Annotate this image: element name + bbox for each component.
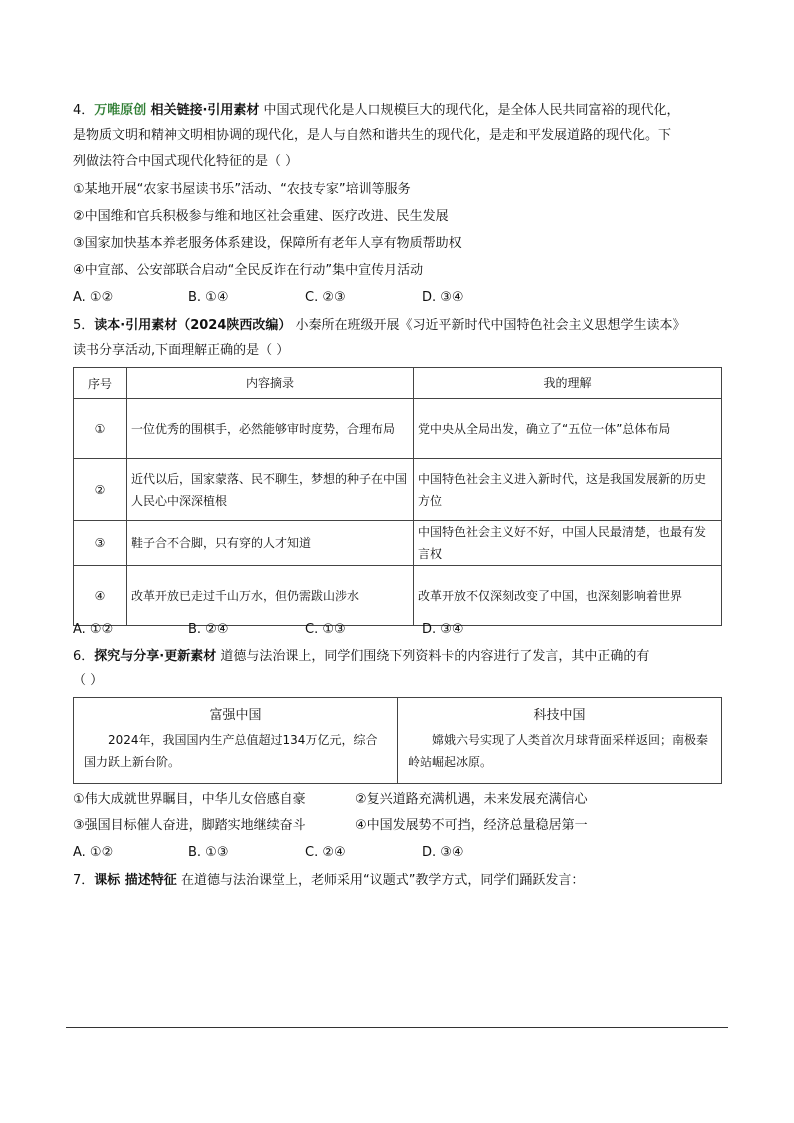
q6-item-1: ①伟大成就世界瞩目，中华儿女倍感自豪 <box>73 792 306 807</box>
q4-stem-2: 是物质文明和精神文明相协调的现代化，是人与自然和谐共生的现代化，是走和平发展道路的现代化。下 <box>73 128 672 143</box>
q7-stem: 在道德与法治课堂上，老师采用“议题式”教学方式，同学们踊跃发言： <box>180 873 585 888</box>
q6-item-2: ②复兴道路充满机遇，未来发展充满信心 <box>355 792 588 807</box>
q5-number: 5． <box>73 318 95 333</box>
q6-number: 6． <box>73 649 95 664</box>
q6-option-b[interactable]: B. ①③ <box>188 845 229 860</box>
q6-line1 <box>73 648 649 666</box>
q4-option-a[interactable]: A. ①② <box>73 290 114 305</box>
q4-number: 4． <box>73 103 95 118</box>
q6-card-1 <box>74 698 398 784</box>
q4-option-d[interactable]: D. ③④ <box>422 290 464 305</box>
q5-row2-excerpt: 近代以后，国家蒙落、民不聊生，梦想的种子在中国人民心中深深植根 <box>127 459 414 521</box>
q6-card-1-title: 富强中国 <box>209 708 262 723</box>
q5-row2-understanding: 中国特色社会主义进入新时代，这是我国发展新的历史方位 <box>414 459 722 521</box>
q5-tag: 读本·引用素材（2024陕西改编） <box>94 318 292 333</box>
q6-stem-1: 道德与法治课上，同学们围绕下列资料卡的内容进行了发言，其中正确的有 <box>220 649 650 664</box>
q6-card-2 <box>398 698 722 784</box>
q4-option-b[interactable]: B. ①④ <box>188 290 229 305</box>
q6-item-3: ③强国目标催人奋进，脚踏实地继续奋斗 <box>73 818 306 833</box>
q6-card-2-title: 科技中国 <box>533 708 586 723</box>
q5-stem-1: 小秦所在班级开展《习近平新时代中国特色社会主义思想学生读本》 <box>295 318 686 333</box>
q5-table <box>73 367 722 626</box>
q6-stem-2: （ ） <box>73 673 104 688</box>
q5-option-b[interactable]: B. ②④ <box>188 622 229 637</box>
q5-row2-no: ② <box>74 459 127 521</box>
q4-item-1: ①某地开展“农家书屋读书乐”活动、“农技专家”培训等服务 <box>73 182 411 197</box>
q5-header-excerpt: 内容摘录 <box>127 368 414 399</box>
q5-table-header <box>74 368 722 399</box>
q4-line1 <box>73 102 680 120</box>
q4-brand: 万唯原创 <box>94 103 147 118</box>
q5-row1-no: ① <box>74 399 127 459</box>
q5-option-c[interactable]: C. ①③ <box>305 622 346 637</box>
q5-row3-excerpt: 鞋子合不合脚，只有穿的人才知道 <box>127 521 414 566</box>
q7-tag: 课标 描述特征 <box>94 873 177 888</box>
q5-line1 <box>73 317 686 335</box>
q4-stem-3: 列做法符合中国式现代化特征的是（ ） <box>73 154 299 169</box>
q4-option-c[interactable]: C. ②③ <box>305 290 346 305</box>
table-row <box>74 459 722 521</box>
q4-item-4: ④中宣部、公安部联合启动“全民反诈在行动”集中宣传月活动 <box>73 263 424 278</box>
q5-stem-2: 读书分享活动,下面理解正确的是（ ） <box>73 343 290 358</box>
q4-item-2: ②中国维和官兵积极参与维和地区社会重建、医疗改进、民生发展 <box>73 209 449 224</box>
q5-row3-no: ③ <box>74 521 127 566</box>
q6-option-a[interactable]: A. ①② <box>73 845 114 860</box>
page-divider <box>66 1027 728 1028</box>
q5-header-no: 序号 <box>74 368 127 399</box>
q5-row4-excerpt: 改革开放已走过千山万水，但仍需跋山涉水 <box>127 566 414 626</box>
q5-row1-excerpt: 一位优秀的围棋手，必然能够审时度势，合理布局 <box>127 399 414 459</box>
q6-cards <box>73 697 722 784</box>
q4-stem-1: 中国式现代化是人口规模巨大的现代化，是全体人民共同富裕的现代化， <box>263 103 680 118</box>
q6-option-c[interactable]: C. ②④ <box>305 845 346 860</box>
q5-row3-understanding: 中国特色社会主义好不好，中国人民最清楚，也最有发言权 <box>414 521 722 566</box>
q7-line1 <box>73 872 584 890</box>
q5-row4-no: ④ <box>74 566 127 626</box>
q4-tag: 相关链接·引用素材 <box>150 103 260 118</box>
q6-card-1-text: 2024年，我国国内生产总值超过134万亿元，综合国力跃上新台阶。 <box>84 733 378 769</box>
q4-item-3: ③国家加快基本养老服务体系建设，保障所有老年人享有物质帮助权 <box>73 236 462 251</box>
q5-row1-understanding: 党中央从全局出发，确立了“五位一体”总体布局 <box>414 399 722 459</box>
q7-number: 7． <box>73 873 95 888</box>
q6-item-4: ④中国发展势不可挡，经济总量稳居第一 <box>355 818 588 833</box>
table-row <box>74 521 722 566</box>
q5-option-d[interactable]: D. ③④ <box>422 622 464 637</box>
q5-row4-understanding: 改革开放不仅深刻改变了中国，也深刻影响着世界 <box>414 566 722 626</box>
q6-tag: 探究与分享·更新素材 <box>94 649 217 664</box>
q5-option-a[interactable]: A. ①② <box>73 622 114 637</box>
q6-card-2-text: 嫦娥六号实现了人类首次月球背面采样返回；南极秦岭站崛起冰原。 <box>408 733 709 769</box>
table-row <box>74 399 722 459</box>
q6-option-d[interactable]: D. ③④ <box>422 845 464 860</box>
table-row <box>74 566 722 626</box>
q5-header-understanding: 我的理解 <box>414 368 722 399</box>
